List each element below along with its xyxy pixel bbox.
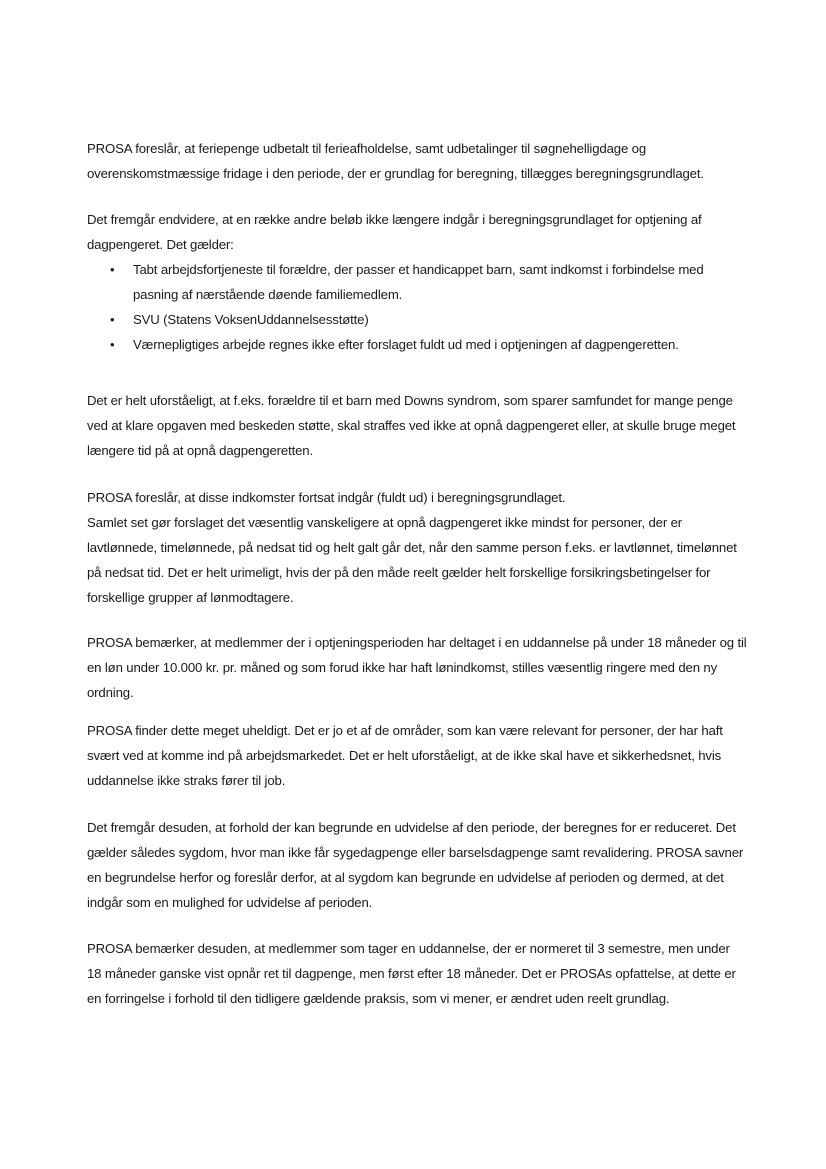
- paragraph-text: Det fremgår desuden, at forhold der kan begrunde en udvidelse af den periode, der beregnes for er reduceret. Det gælder således sygdom, hvor man ikke får sygedagpenge eller barselsdagpenge samt revalidering. PROSA savner en begrundelse herfor og foreslår derfor, at al sygdom kan begrunde en udvidelse af perioden og dermed, at det indgår som en mulighed for udvidelse af perioden.: [87, 820, 744, 910]
- paragraph-other-amounts: [87, 207, 747, 357]
- paragraph-text: PROSA finder dette meget uheldigt. Det er jo et af de områder, som kan være relevant for personer, der har haft svært ved at komme ind på arbejdsmarkedet. Det er helt uforståeligt, at de ikke skal have et sikkerhedsnet, hvis uddannelse ikke straks fører til job.: [87, 723, 723, 788]
- paragraph-income-proposal: [87, 485, 747, 610]
- list-item: [87, 307, 747, 332]
- paragraph-text: Samlet set gør forslaget det væsentlig vanskeligere at opnå dagpengeret ikke mindst for personer, der er lavtlønnede, timelønnede, på nedsat tid og helt galt går det, når den samme person f.eks. er lavtlønnet, timelønnet på nedsat tid. Det er helt urimeligt, hvis der på den måde reelt gælder helt forskellige forsikringsbetingelser for forskellige grupper af lønmodtagere.: [87, 515, 737, 605]
- list-item-text: SVU (Statens VoksenUddannelsesstøtte): [133, 312, 369, 327]
- paragraph-text: PROSA bemærker desuden, at medlemmer som tager en uddannelse, der er normeret til 3 semestre, men under 18 måneder ganske vist opnår ret til dagpenge, men først efter 18 måneder. Det er PROSAs opfattelse, at dette er en forringelse i forhold til den tidligere gældende praksis, som vi mener, er ændret uden reelt grundlag.: [87, 941, 736, 1006]
- paragraph-text: Det er helt uforståeligt, at f.eks. forældre til et barn med Downs syndrom, som sparer samfundet for mange penge ved at klare opgaven med beskeden støtte, skal straffes ved ikke at opnå dagpengeret eller, at skulle bruge meget længere tid på at opnå dagpengeretten.: [87, 393, 736, 458]
- list-item-text: Tabt arbejdsfortjeneste til forældre, der passer et handicappet barn, samt indkomst i forbindelse med pasning af nærstående døende familiemedlem.: [133, 262, 704, 302]
- paragraph-holiday-pay: [87, 136, 747, 186]
- paragraph-text: PROSA bemærker, at medlemmer der i optjeningsperioden har deltaget i en uddannelse på under 18 måneder og til en løn under 10.000 kr. pr. måned og som forud ikke har haft lønindkomst, stilles væsentlig ringere med den ny ordning.: [87, 635, 747, 700]
- paragraph-education-members: [87, 630, 747, 705]
- paragraph-unfortunate: [87, 718, 747, 793]
- paragraph-downs-syndrome: [87, 388, 747, 463]
- list-item: [87, 332, 747, 357]
- list-item-text: Værnepligtiges arbejde regnes ikke efter forslaget fuldt ud med i optjeningen af dagpengeretten.: [133, 337, 679, 352]
- paragraph-three-semesters: [87, 936, 747, 1011]
- paragraph-text: PROSA foreslår, at disse indkomster fortsat indgår (fuldt ud) i beregningsgrundlaget.: [87, 490, 566, 505]
- bullet-icon: •: [110, 312, 115, 327]
- list-item: [87, 257, 747, 307]
- bullet-icon: •: [110, 337, 115, 352]
- paragraph-text: PROSA foreslår, at feriepenge udbetalt til ferieafholdelse, samt udbetalinger til søgnehelligdage og overenskomstmæssige fridage i den periode, der er grundlag for beregning, tillægges beregningsgrundlaget.: [87, 141, 704, 181]
- bullet-list: [87, 257, 747, 357]
- paragraph-text: Det fremgår endvidere, at en række andre beløb ikke længere indgår i beregningsgrundlaget for optjening af dagpengeret. Det gælder:: [87, 212, 702, 252]
- paragraph-extension-period: [87, 815, 747, 915]
- bullet-icon: •: [110, 262, 115, 277]
